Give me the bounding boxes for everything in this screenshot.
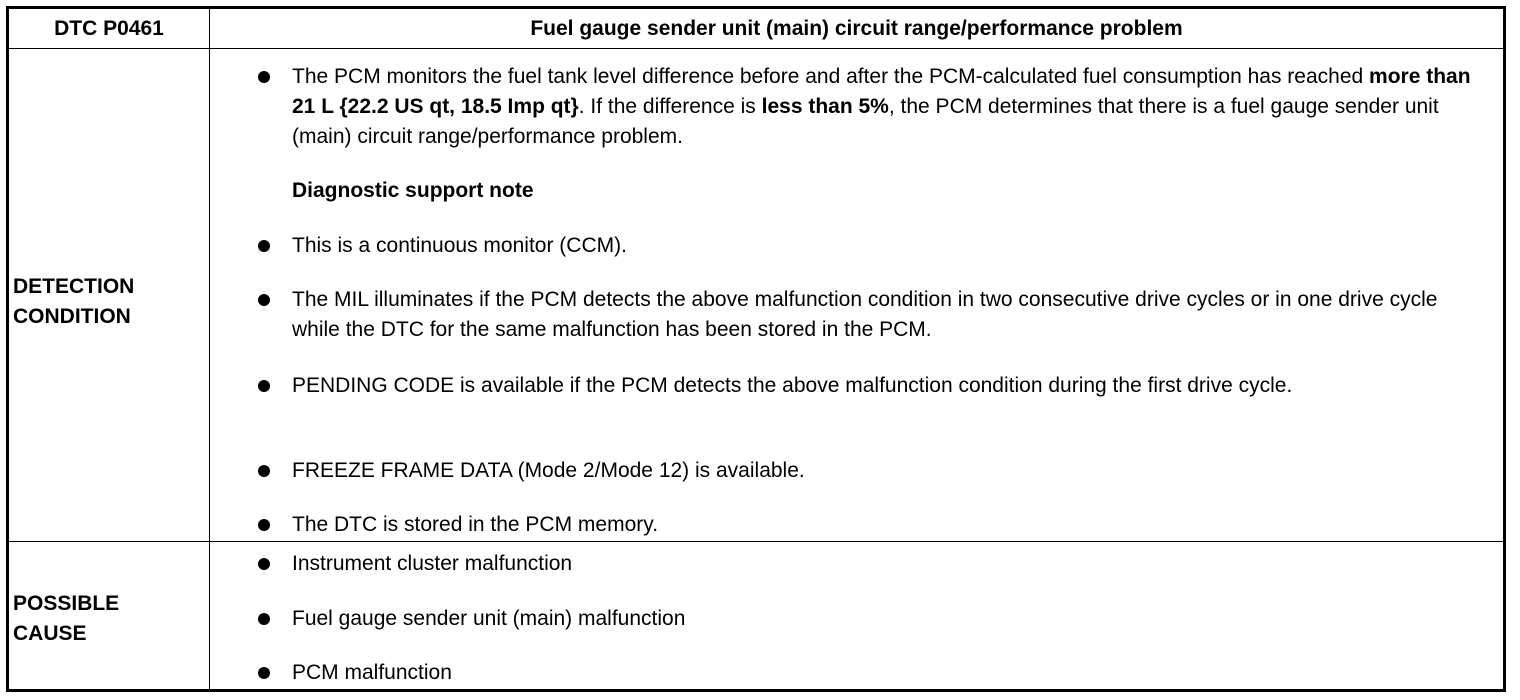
cause-label-line2: CAUSE: [13, 622, 87, 645]
support-note-item: [292, 231, 1475, 261]
detection-content-cell: [210, 49, 1503, 541]
main-item-bold-2: less than 5%: [761, 95, 889, 118]
cause-item-text: Fuel gauge sender unit (main) malfunction: [292, 607, 686, 630]
dtc-title: Fuel gauge sender unit (main) circuit range/performance problem: [530, 17, 1183, 40]
detection-condition-label: [13, 272, 134, 332]
detection-label-line2: CONDITION: [13, 305, 131, 328]
detection-condition-row: [9, 49, 1503, 542]
bullet-icon: [258, 613, 270, 625]
detection-main-item: [292, 62, 1475, 152]
header-title-cell: [210, 9, 1503, 48]
support-note-text: The MIL illuminates if the PCM detects the above malfunction condition in two consecutive drive cycles or in one drive cycle while the DTC for the same malfunction has been stored in the PCM.: [292, 288, 1438, 341]
support-note-text: FREEZE FRAME DATA (Mode 2/Mode 12) is available.: [292, 459, 805, 482]
cause-item: [292, 658, 1475, 688]
bullet-icon: [258, 294, 270, 306]
support-note-item: [292, 285, 1475, 345]
support-note-text: The DTC is stored in the PCM memory.: [292, 513, 659, 536]
bullet-icon: [258, 519, 270, 531]
main-item-text-2: . If the difference is: [578, 95, 762, 118]
bullet-icon: [258, 667, 270, 679]
detection-label-line1: DETECTION: [13, 275, 135, 298]
dtc-code: DTC P0461: [54, 17, 164, 40]
cause-item: [292, 549, 1475, 579]
support-note-text: PENDING CODE is available if the PCM detects the above malfunction condition during the first drive cycle.: [292, 374, 1293, 397]
support-note-item: [292, 371, 1475, 401]
support-note-item: [292, 510, 1475, 540]
cause-item-text: PCM malfunction: [292, 661, 452, 684]
support-note-text: This is a continuous monitor (CCM).: [292, 234, 627, 257]
cause-item-text: Instrument cluster malfunction: [292, 552, 573, 575]
main-item-bold-1: more than 21 L {22.2 US qt, 18.5 Imp qt}: [292, 65, 1471, 118]
header-row: [9, 9, 1503, 49]
main-item-text-1: The PCM monitors the fuel tank level difference before and after the PCM-calculated fuel consumption has reached: [292, 65, 1370, 88]
possible-cause-row: [9, 542, 1503, 689]
cause-label-line1: POSSIBLE: [13, 592, 120, 615]
cause-content-cell: [210, 542, 1503, 689]
support-note-item: [292, 456, 1475, 486]
possible-cause-label: [13, 589, 119, 649]
detection-label-cell: [9, 49, 210, 541]
bullet-icon: [258, 71, 270, 83]
dtc-table: [6, 6, 1506, 692]
cause-label-cell: [9, 542, 210, 689]
bullet-icon: [258, 380, 270, 392]
main-item-text-3: , the PCM determines that there is a fuel gauge sender unit (main) circuit range/performance problem.: [292, 95, 1439, 148]
bullet-icon: [258, 558, 270, 570]
header-code-cell: [9, 9, 210, 48]
cause-item: [292, 604, 1475, 634]
bullet-icon: [258, 240, 270, 252]
bullet-icon: [258, 465, 270, 477]
support-note-title: Diagnostic support note: [292, 179, 534, 202]
